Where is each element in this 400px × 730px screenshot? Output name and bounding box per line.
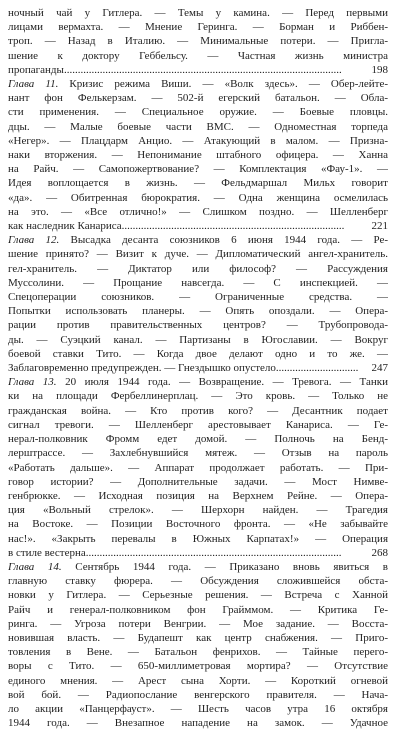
chapter-label: Глава 13.	[8, 376, 57, 389]
toc-chapter-entry	[8, 560, 388, 730]
toc-line: ки на площади Фербеллинерплац. — Это кровь. — Только не	[8, 390, 388, 403]
toc-entry	[8, 6, 388, 77]
toc-line-text: 20 июля 1944 года. — Возвращение. — Тревога. — Танки	[65, 376, 388, 389]
table-of-contents	[8, 6, 388, 730]
toc-chapter-entry	[8, 77, 388, 233]
toc-line: ло акции «Панцерфауст». — Шесть часов утра 16 октября	[8, 702, 388, 715]
toc-line-text: Высадка десанта союзников 6 июня 1944 года. — Ре-	[70, 234, 388, 247]
dot-leader: .................................................................................	[121, 220, 345, 233]
page-number: 198	[371, 63, 388, 76]
toc-line-with-page	[8, 63, 388, 77]
toc-line: сти применения. — Специальное оружие. — Боевые пловцы.	[8, 106, 388, 119]
toc-line-text: Сентябрь 1944 года. — Приказано вновь явиться в	[75, 560, 388, 573]
toc-line: нерал-полковник Фромм едет домой. — Полночь на Бенд-	[8, 433, 388, 446]
toc-line: Идея воплощается в жизнь. — Фельдмаршал Мильх говорит	[8, 177, 388, 190]
toc-line: единого мнения. — Арест сына Хорти. — Короткий огневой	[8, 674, 388, 687]
toc-chapter-line	[8, 233, 388, 247]
dot-leader: .............................................................................................	[85, 546, 342, 559]
toc-chapter-entry	[8, 375, 388, 560]
toc-line: ринга. — Угроза потери Венгрии. — Мое задание. — Восста-	[8, 617, 388, 630]
toc-line-text: пропаганды	[8, 63, 64, 76]
toc-line-with-page	[8, 361, 388, 375]
toc-line: рации против правительственных центров? — Трубопровода-	[8, 319, 388, 332]
toc-line: сигнал тревоги. — Шелленберг арестовывает Канариса. — Ге-	[8, 418, 388, 431]
toc-line: лицами вермахта. — Мнение Геринга. — Борман и Риббен-	[8, 21, 388, 34]
toc-line: дцы. — Малые боевые части ВМС. — Одноместная торпеда	[8, 120, 388, 133]
toc-chapter-line	[8, 375, 388, 389]
toc-chapter-entry	[8, 233, 388, 375]
toc-line: новившая власть. — Будапешт как центр снабжения. — Приго-	[8, 631, 388, 644]
chapter-label: Глава 14.	[8, 560, 62, 573]
toc-line: на Востоке. — Позиции Восточного фронта. — «Не забывайте	[8, 518, 388, 531]
toc-line: главную ставку фюрера. — Обсуждения сложившейся обста-	[8, 575, 388, 588]
chapter-label: Глава 11.	[8, 78, 59, 91]
toc-line: ция «Вольный стрелок». — Шерхорн найден. — Трагедия	[8, 504, 388, 517]
toc-line: нас!». «Закрыть перевалы в Южных Карпатах!» — Операция	[8, 532, 388, 545]
toc-line: ночный чай у Гитлера. — Темы у камина. — Перед первыми	[8, 7, 388, 19]
toc-chapter-line	[8, 77, 388, 91]
toc-line: Райч и генерал-полковником фон Грайммом. — Критика Ге-	[8, 603, 388, 616]
dot-leader: .....................................................................................................	[63, 63, 342, 76]
chapter-label: Глава 12.	[8, 234, 60, 247]
toc-line-text: в стиле вестерна	[8, 546, 86, 559]
toc-line: наки вторжения. — Непонимание штабного офицера. — Ханна	[8, 149, 388, 162]
toc-line: товления в Вене. — Батальон фенрихов. — Тайные перего-	[8, 646, 388, 659]
page-number: 221	[371, 220, 388, 233]
toc-line: гел-хранитель. — Диктатор или философ? — Рассуждения	[8, 262, 388, 275]
page-number: 247	[371, 362, 388, 375]
toc-line-text: Кризис режима Виши. — «Волк здесь». — Обер-лейте-	[69, 78, 388, 91]
toc-line-text: как наследник Канариса	[8, 220, 122, 233]
toc-line: Муссолини. — Прощание навсегда. — С инспекцией. —	[8, 276, 388, 289]
toc-line: боевой ставки Тито. — Когда двое делают одно и то же. —	[8, 347, 388, 360]
toc-line: на это. — «Все отлично!» — Слишком поздно. — Шелленберг	[8, 205, 388, 218]
toc-line: генбрюкке. — Исходная позиция на Верхнем Рейне. — Опера-	[8, 489, 388, 502]
toc-line: «Работать дальше». — Аппарат продолжает работать. — При-	[8, 461, 388, 474]
toc-line: «да». — Обитренная бюрократия. — Одна женщина осмелилась	[8, 191, 388, 204]
toc-line: нант фон Фелькерзам. — 502-й егерский батальон. — Обла-	[8, 92, 388, 105]
toc-line: шение к доктору Геббельсу. — Частная жизнь министра	[8, 49, 388, 62]
toc-line: Попытки использовать планеры. — Опять опоздали. — Опера-	[8, 305, 388, 318]
toc-line: Спецоперации союзников. — Ограниченные средства. —	[8, 291, 388, 304]
toc-line: «Негер». — Плацдарм Анцио. — Атакующий в малом. — Призна-	[8, 134, 388, 147]
toc-line-text: Заблаговременно предупрежден. — Гнездышко опустело.	[8, 362, 279, 375]
dot-leader: .............................	[278, 362, 359, 375]
toc-line: троп. — Назад в Италию. — Минимальные потери. — Пригла-	[8, 35, 388, 48]
toc-line: новки у Гитлера. — Серьезные решения. — Встреча с Ханной	[8, 589, 388, 602]
toc-line: ды. — Суэцкий канал. — Партизаны в Югославии. — Вокруг	[8, 333, 388, 346]
toc-line: воры с Тито. — 650-миллиметровая мортира? — Отсутствие	[8, 660, 388, 673]
page-number: 268	[371, 546, 388, 559]
toc-line: лерштрассе. — Захлебнувшийся мятеж. — Отзыв на пароль	[8, 447, 388, 460]
toc-line: говор истории? — Дополнительные задачи. — Мост Нимве-	[8, 475, 388, 488]
toc-line: вой бой. — Радиопослание венгерского правителя. — Нача-	[8, 688, 388, 701]
toc-line: шение принято? — Визит к дуче. — Дипломатический ангел-хранитель.	[8, 248, 388, 261]
toc-line-with-page	[8, 219, 388, 233]
toc-line: 1944 года. — Внезапное нападение на замок. — Удачное	[8, 717, 388, 730]
toc-chapter-line	[8, 560, 388, 574]
toc-line: гражданская война. — Кто против кого? — Десантник подает	[8, 404, 388, 417]
toc-line: на Райч. — Самопожертвование? — Комплектация «Фау-1». —	[8, 163, 388, 176]
toc-line-with-page	[8, 546, 388, 560]
